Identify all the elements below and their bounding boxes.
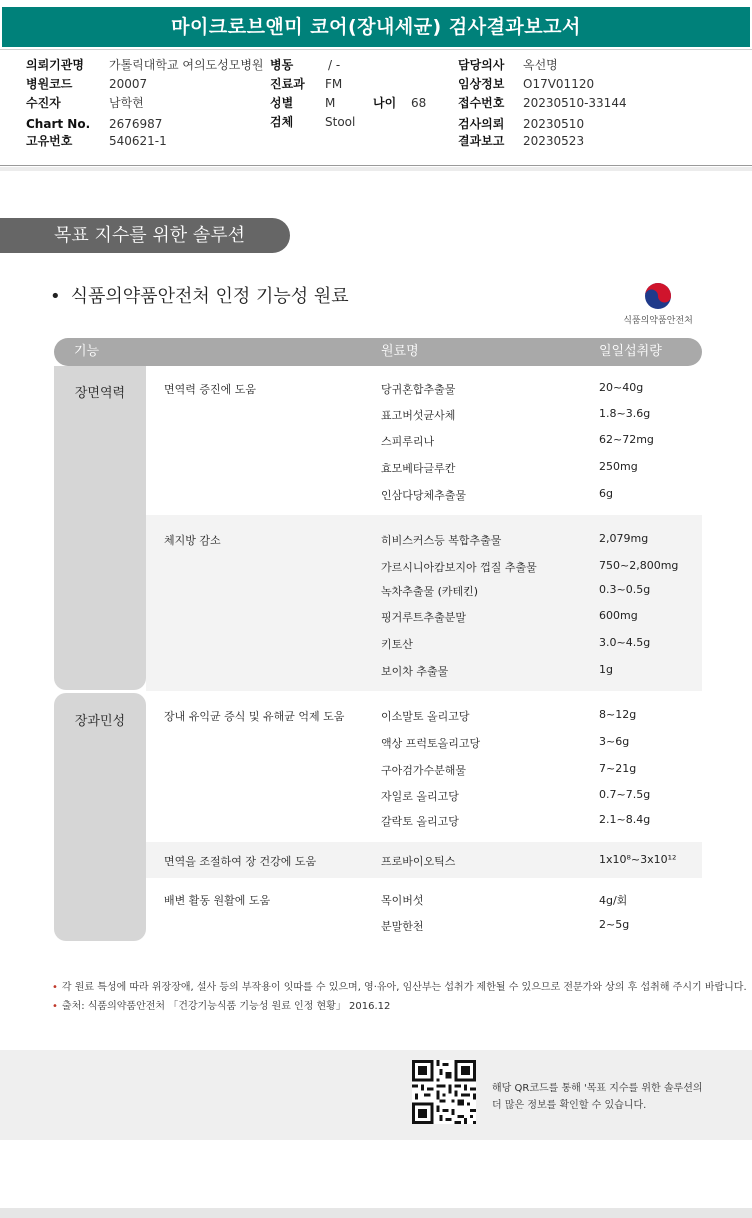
- info-label-report-date: 결과보고: [458, 134, 505, 148]
- ingredient-name: 프로바이오틱스: [381, 855, 456, 868]
- daily-dose: 8~12g: [599, 708, 637, 721]
- qr-description-line1: 해당 QR코드를 통해 '목표 지수를 위한 솔루션의: [492, 1083, 703, 1094]
- daily-dose: 2.1~8.4g: [599, 813, 651, 826]
- daily-dose: 0.7~7.5g: [599, 788, 651, 801]
- info-value-ward: / -: [328, 58, 341, 72]
- daily-dose: 0.3~0.5g: [599, 583, 651, 596]
- note-source: [52, 997, 390, 1012]
- info-value-department: FM: [325, 77, 343, 91]
- report-header: [0, 0, 752, 50]
- info-value-hospital-code: 20007: [109, 77, 148, 91]
- note-caution-text: 각 원료 특성에 따라 위장장애, 설사 등의 부작용이 잇따를 수 있으며, 영·유아, 임산부는 섭취가 제한될 수 있으므로 전문가와 상의 후 섭취해 주시기 바랍니다.: [61, 982, 747, 993]
- note-source-text: 출처: 식품의약품안전처 「건강기능식품 기능성 원료 인정 현황」 2016.12: [61, 1001, 391, 1012]
- ingredient-name: 핑거루트추출분말: [381, 611, 467, 624]
- ingredient-name: 갈락토 올리고당: [381, 815, 459, 828]
- ingredient-name: 가르시니아캄보지아 껍질 추출물: [381, 561, 537, 574]
- ingredient-name: 액상 프럭토올리고당: [381, 737, 481, 750]
- daily-dose: 3.0~4.5g: [599, 636, 651, 649]
- bullet-icon: •: [52, 982, 58, 993]
- info-label-chart-no: Chart No.: [26, 117, 91, 131]
- ingredient-name: 표고버섯균사체: [381, 409, 456, 422]
- bullet-icon: •: [50, 286, 61, 307]
- mfds-logo: [620, 282, 696, 326]
- info-label-department: 진료과: [270, 77, 305, 91]
- daily-dose: 1x10⁸~3x10¹²: [599, 853, 677, 866]
- daily-dose: 2~5g: [599, 918, 630, 931]
- daily-dose: 750~2,800mg: [599, 559, 679, 572]
- info-label-specimen: 검체: [270, 115, 294, 129]
- daily-dose: 250mg: [599, 460, 638, 473]
- daily-dose: 2,079mg: [599, 532, 649, 545]
- ingredient-name: 녹차추출물 (카테킨): [381, 585, 479, 598]
- qr-code-icon[interactable]: [412, 1060, 476, 1124]
- info-label-age: 나이: [373, 96, 397, 110]
- function-label: 체지방 감소: [164, 534, 221, 547]
- info-label-ward: 병동: [270, 58, 294, 72]
- patient-info-panel: [0, 50, 752, 166]
- ingredient-name: 이소말토 올리고당: [381, 710, 470, 723]
- daily-dose: 1g: [599, 663, 613, 676]
- bottom-strip: [0, 1208, 752, 1218]
- table-header-function: 기능: [74, 344, 100, 359]
- sub-title-text: 식품의약품안전처 인정 기능성 원료: [70, 286, 349, 307]
- category-bar-sensitivity: [54, 693, 146, 941]
- info-label-clinical-info: 임상정보: [458, 77, 505, 91]
- section-title: 목표 지수를 위한 솔루션: [0, 218, 290, 253]
- ingredient-name: 인삼다당체추출물: [381, 489, 467, 502]
- info-value-report-date: 20230523: [523, 134, 585, 148]
- ingredient-name: 목이버섯: [381, 894, 424, 907]
- mfds-emblem-icon: [644, 282, 672, 310]
- info-value-physician: 옥선명: [523, 58, 558, 72]
- function-label: 장내 유익균 증식 및 유해균 억제 도움: [164, 710, 345, 723]
- ingredient-name: 히비스커스등 복합추출물: [381, 534, 502, 547]
- ingredient-name: 스피루리나: [381, 435, 435, 448]
- info-label-request-date: 검사의뢰: [458, 117, 505, 131]
- info-value-referring-institution: 가톨릭대학교 여의도성모병원: [109, 58, 264, 72]
- report-title: 마이크로브앤미 코어(장내세균) 검사결과보고서: [2, 7, 750, 47]
- table-header: [54, 338, 702, 366]
- daily-dose: 4g/회: [599, 894, 628, 907]
- qr-description-line2: 더 많은 정보를 확인할 수 있습니다.: [492, 1100, 647, 1111]
- info-value-request-date: 20230510: [523, 117, 585, 131]
- daily-dose: 1.8~3.6g: [599, 407, 651, 420]
- mfds-logo-text: 식품의약품안전처: [623, 316, 693, 326]
- info-label-physician: 담당의사: [458, 58, 505, 72]
- ingredient-name: 구아검가수분해물: [381, 764, 467, 777]
- bullet-icon: •: [52, 1001, 58, 1012]
- info-value-patient-name: 남학현: [109, 96, 144, 110]
- info-label-sex: 성별: [270, 96, 294, 110]
- ingredient-name: 키토산: [381, 638, 413, 651]
- info-label-hospital-code: 병원코드: [26, 77, 73, 91]
- function-label: 면역력 증진에 도움: [164, 383, 257, 396]
- info-label-referring-institution: 의뢰기관명: [26, 58, 84, 72]
- info-value-chart-no: 2676987: [109, 117, 163, 131]
- info-label-patient-name: 수진자: [26, 96, 61, 110]
- category-bar-immunity: [54, 366, 146, 690]
- ingredient-name: 분말한천: [381, 920, 424, 933]
- info-value-age: 68: [411, 96, 427, 110]
- ingredient-name: 자일로 올리고당: [381, 790, 459, 803]
- ingredient-name: 효모베타글루칸: [381, 462, 456, 475]
- table-header-ingredient: 원료명: [381, 344, 419, 359]
- category-label-sensitivity: 장과민성: [74, 714, 126, 729]
- daily-dose: 3~6g: [599, 735, 630, 748]
- ingredient-name: 당귀혼합추출물: [381, 383, 456, 396]
- note-caution: [52, 978, 747, 993]
- function-label: 배변 활동 원활에 도움: [164, 894, 271, 907]
- info-value-specimen: Stool: [325, 115, 356, 129]
- footer-qr-section: [0, 1050, 752, 1140]
- section-divider: [0, 167, 752, 171]
- function-label: 면역을 조절하여 장 건강에 도움: [164, 855, 317, 868]
- info-value-unique-id: 540621-1: [109, 134, 167, 148]
- daily-dose: 7~21g: [599, 762, 637, 775]
- info-label-unique-id: 고유번호: [26, 134, 73, 148]
- info-label-receipt-no: 접수번호: [458, 96, 505, 110]
- ingredient-name: 보이차 추출물: [381, 665, 449, 678]
- daily-dose: 20~40g: [599, 381, 644, 394]
- qr-description: [492, 1080, 703, 1114]
- daily-dose: 600mg: [599, 609, 638, 622]
- info-value-receipt-no: 20230510-33144: [523, 96, 627, 110]
- sub-title: [50, 282, 349, 308]
- info-value-clinical-info: O17V01120: [523, 77, 595, 91]
- info-value-sex: M: [325, 96, 336, 110]
- daily-dose: 6g: [599, 487, 613, 500]
- category-label-immunity: 장면역력: [74, 386, 126, 401]
- daily-dose: 62~72mg: [599, 433, 654, 446]
- table-header-dose: 일일섭취량: [599, 344, 662, 359]
